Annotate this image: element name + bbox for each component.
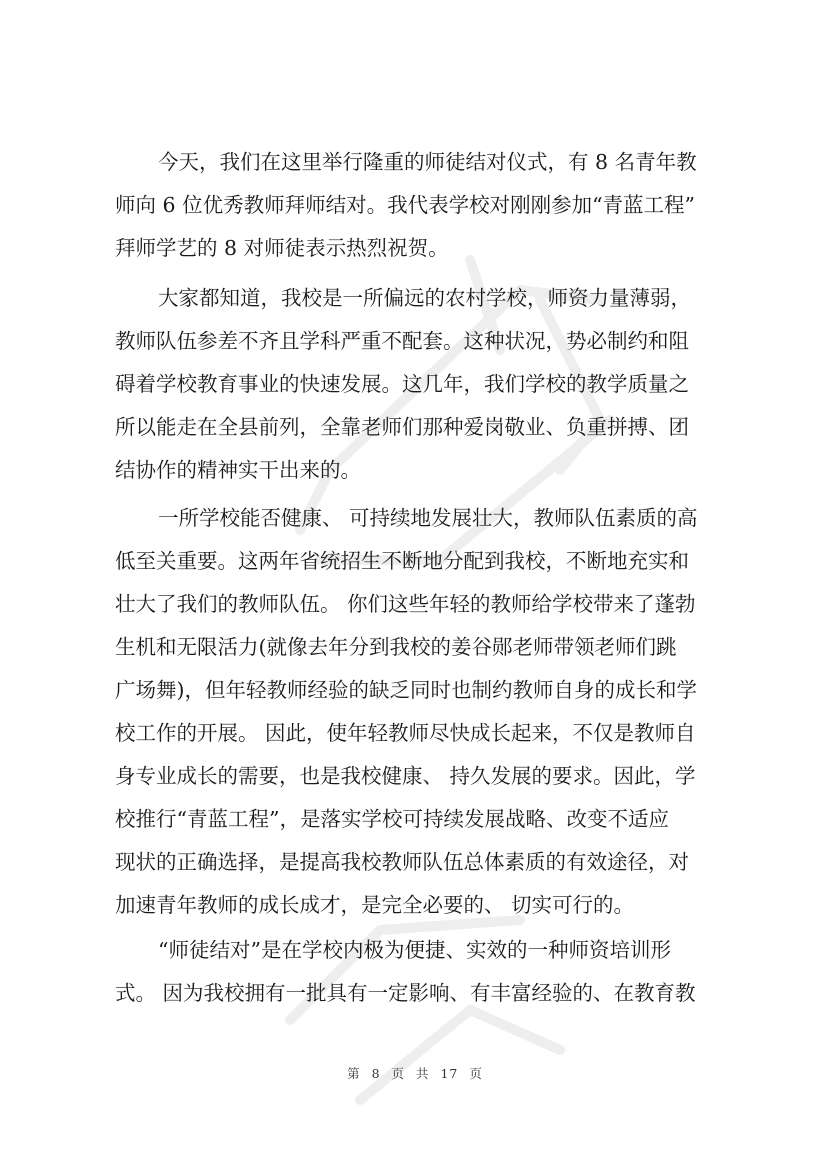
paragraph-3-line-6: 校工作的开展。 因此，使年轻教师尽快成长起来，不仅是教师自 bbox=[115, 721, 696, 745]
paragraph-1-line-1: 今天，我们在这里举行隆重的师徒结对仪式，有 8 名青年教 bbox=[158, 150, 697, 174]
paragraph-2-line-5: 结协作的精神实干出来的。 bbox=[115, 458, 361, 482]
paragraph-3-line-2: 低至关重要。这两年省统招生不断地分配到我校，不断地充实和 bbox=[115, 549, 689, 573]
paragraph-1-line-2: 师向 6 位优秀教师拜师结对。我代表学校对刚刚参加“青蓝工程” bbox=[115, 193, 696, 217]
paragraph-2-line-4: 所以能走在全县前列，全靠老师们那种爱岗敬业、负重拼搏、团 bbox=[115, 415, 689, 439]
paragraph-3-line-10: 加速青年教师的成长成才，是完全必要的、 切实可行的。 bbox=[115, 893, 635, 917]
paragraph-2-line-2: 教师队伍参差不齐且学科严重不配套。这种状况，势必制约和阻 bbox=[115, 329, 689, 353]
paragraph-4-line-2: 式。 因为我校拥有一批具有一定影响、有丰富经验的、在教育教 bbox=[115, 981, 696, 1005]
paragraph-3-line-5: 广场舞)，但年轻教师经验的缺乏同时也制约教师自身的成长和学 bbox=[115, 678, 697, 702]
paragraph-4-line-1: “师徒结对”是在学校内极为便捷、实效的一种师资培训形 bbox=[158, 938, 671, 962]
paragraph-3-line-9: 现状的正确选择，是提高我校教师队伍总体素质的有效途径，对 bbox=[115, 850, 689, 874]
paragraph-3-line-8: 校推行“青蓝工程”，是落实学校可持续发展战略、改变不适应 bbox=[115, 807, 669, 831]
paragraph-3-line-3: 壮大了我们的教师队伍。 你们这些年轻的教师给学校带来了蓬勃 bbox=[115, 592, 696, 616]
page-number-footer: 第 8 页 共 17 页 bbox=[347, 1066, 483, 1081]
paragraph-1-line-3: 拜师学艺的 8 对师徒表示热烈祝贺。 bbox=[115, 236, 449, 260]
paragraph-3-line-7: 身专业成长的需要，也是我校健康、 持久发展的要求。因此，学 bbox=[115, 764, 696, 788]
paragraph-2-line-1: 大家都知道，我校是一所偏远的农村学校，师资力量薄弱， bbox=[158, 286, 691, 310]
paragraph-2-line-3: 碍着学校教育事业的快速发展。这几年，我们学校的教学质量之 bbox=[115, 372, 689, 396]
paragraph-3-line-4: 生机和无限活力(就像去年分到我校的姜谷郧老师带领老师们跳 bbox=[115, 635, 677, 659]
paragraph-3-line-1: 一所学校能否健康、 可持续地发展壮大，教师队伍素质的高 bbox=[158, 506, 698, 530]
